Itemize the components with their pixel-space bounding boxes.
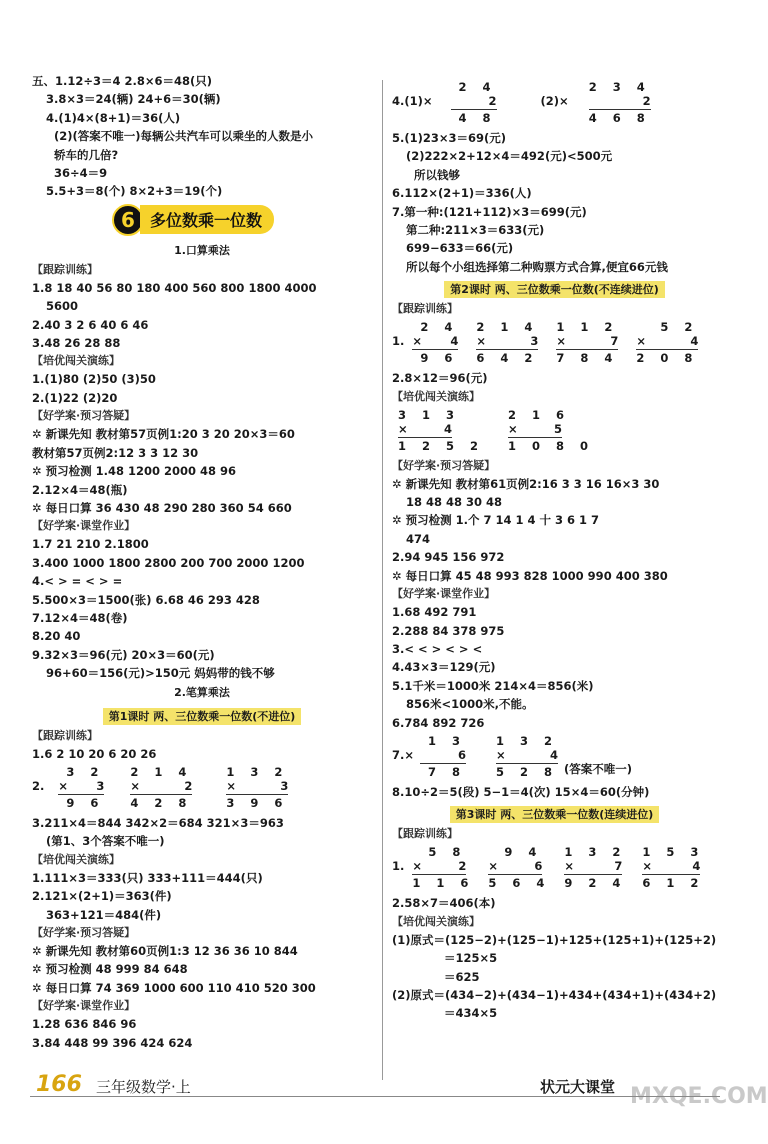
section-header: 【好学案·预习答疑】 <box>32 926 136 939</box>
section-header: 【跟踪训练】 <box>32 262 98 276</box>
section-header: 【跟踪训练】 <box>392 302 458 316</box>
item-label: 1. <box>392 859 405 874</box>
column-divider <box>382 80 383 1080</box>
book-title: 三年级数学·上 <box>96 1078 191 1096</box>
answer-line: 1.28 636 846 96 <box>32 1017 137 1032</box>
answer-line: 5.(1)23×3＝69(元) <box>392 131 507 145</box>
section-header: 【好学案·课堂作业】 <box>32 519 136 533</box>
item-label: 4.(1)× <box>392 94 433 108</box>
answer-line: 第二种:211×3＝633(元) <box>406 223 545 238</box>
answer-line: (2)222×2+12×4＝492(元)<500元 <box>406 149 613 164</box>
section-header: 【好学案·预习答疑】 <box>392 458 496 472</box>
watermark: MXQE.COM <box>630 1084 768 1109</box>
answer-line: 8.20 40 <box>32 629 81 644</box>
right-column <box>392 78 717 1023</box>
vertical-calcs <box>392 734 717 779</box>
vertical-multiplication: 9 4 × 6 5 6 4 <box>488 845 551 891</box>
page-number: 166 <box>36 1072 82 1097</box>
vertical-multiplication: 2 4 2 4 8 <box>451 80 497 125</box>
answer-line: 3.8×3＝24(辆) 24+6＝30(辆) <box>46 92 221 107</box>
answer-line: 4.(1)4×(8+1)＝36(人) <box>46 110 181 125</box>
answer-line: 3.211×4＝844 342×2＝684 321×3＝963 <box>32 815 284 830</box>
vertical-multiplication: 2 3 4 2 4 6 8 <box>588 80 651 125</box>
answer-line: 1.(1)80 (2)50 (3)50 <box>32 372 156 387</box>
vertical-multiplication: 3 2 × 3 9 6 <box>58 764 105 810</box>
answer-line: 4.43×3＝129(元) <box>392 660 496 675</box>
footer-rule <box>30 1096 720 1097</box>
answer-line: 699−633＝66(元) <box>406 241 514 256</box>
answer-line: 18 48 48 30 48 <box>406 495 503 510</box>
section-header: 【跟踪训练】 <box>392 827 458 841</box>
answer-line: 2.288 84 378 975 <box>392 623 505 638</box>
section-header: 【培优闯关演练】 <box>392 914 480 928</box>
vertical-multiplication: 1 3 2 × 7 9 2 4 <box>564 845 627 891</box>
vertical-multiplication: 3 1 3 × 4 1 2 5 2 <box>398 407 485 453</box>
answer-line: 2.58×7＝406(本) <box>392 896 496 911</box>
vertical-multiplication: 2 1 6 × 5 1 0 8 0 <box>508 407 595 453</box>
answer-line: 1.7 21 210 2.1800 <box>32 537 149 552</box>
section-header: 【培优闯关演练】 <box>392 389 480 403</box>
lesson-title: 第1课时 两、三位数乘一位数(不进位) <box>103 708 302 725</box>
answer-line: 2.12×4＝48(瓶) <box>32 482 128 497</box>
vertical-multiplication: 5 8 × 2 1 1 6 <box>412 845 475 891</box>
vertical-multiplication: 2 1 4 × 3 6 4 2 <box>476 320 539 366</box>
section-header: 【好学案·预习答疑】 <box>32 409 136 423</box>
answer-line: 所以钱够 <box>414 167 460 182</box>
answer-line: 5.500×3＝1500(张) 6.68 46 293 428 <box>32 592 260 607</box>
answer-line: 2.94 945 156 972 <box>392 550 505 565</box>
answer-line: ✲ 新课先知 教材第57页例1:20 3 20 20×3＝60 <box>32 427 295 442</box>
unit-banner <box>112 205 372 235</box>
answer-line: 474 <box>406 531 431 546</box>
vertical-multiplication: 1 3 2 × 4 5 2 8 <box>496 733 559 779</box>
vertical-multiplication: 1 3 2 × 3 3 9 6 <box>226 764 289 810</box>
answer-line: 3.400 1000 1800 2800 200 700 2000 1200 <box>32 555 305 570</box>
answer-line: 1.6 2 10 20 6 20 26 <box>32 746 157 761</box>
answer-line: ＝434×5 <box>444 1006 498 1021</box>
answer-line: 2.121×(2+1)＝363(件) <box>32 889 172 904</box>
vertical-multiplication: 2 1 4 × 2 4 2 8 <box>130 764 193 810</box>
section-header: 【好学案·课堂作业】 <box>32 999 136 1013</box>
vertical-multiplication: 2 4 × 4 9 6 <box>412 320 459 366</box>
answer-line: 5.1千米＝1000米 214×4＝856(米) <box>392 678 594 693</box>
answer-line: 五、1.12÷3＝4 2.8×6＝48(只) <box>32 74 213 88</box>
item-label: (2)× <box>540 94 569 108</box>
answer-line: ＝125×5 <box>444 951 498 966</box>
answer-line: 7.12×4＝48(卷) <box>32 610 128 625</box>
answer-line: 2.40 3 2 6 40 6 46 <box>32 317 149 332</box>
vertical-calcs <box>392 80 717 125</box>
answer-line: 1.68 492 791 <box>392 605 477 620</box>
answer-line: 5.5+3＝8(个) 8×2+3＝19(个) <box>46 184 223 199</box>
answer-line: (2)(答案不唯一)每辆公共汽车可以乘坐的人数是小 <box>54 129 314 144</box>
section-header: 【培优闯关演练】 <box>32 354 120 368</box>
lesson-title: 第3课时 两、三位数乘一位数(连续进位) <box>450 806 660 823</box>
answer-line: ✲ 新课先知 教材第60页例1:3 12 36 36 10 844 <box>32 944 298 958</box>
answer-line: (1)原式＝(125−2)+(125−1)+125+(125+1)+(125+2) <box>392 932 717 947</box>
section-header: 【培优闯关演练】 <box>32 852 120 866</box>
answer-line: 4.< > = < > = <box>32 574 123 589</box>
answer-line: 8.10÷2＝5(段) 5−1＝4(次) 15×4＝60(分钟) <box>392 784 650 799</box>
brand-name: 状元大课堂 <box>540 1078 616 1096</box>
answer-line: ✲ 预习检测 1.个 7 14 1 4 十 3 6 1 7 <box>392 513 600 528</box>
answer-line: 1.111×3＝333(只) 333+111＝444(只) <box>32 870 263 885</box>
answer-line: ✲ 每日口算 74 369 1000 600 110 410 520 300 <box>32 980 316 995</box>
item-label: 2. <box>32 778 45 793</box>
answer-line: (2)原式＝(434−2)+(434−1)+434+(434+1)+(434+2) <box>392 987 717 1002</box>
section-header: 【跟踪训练】 <box>32 728 98 742</box>
answer-line: 363+121＝484(件) <box>46 907 162 922</box>
unit-title: 多位数乘一位数 <box>140 205 274 234</box>
vertical-multiplication: 5 2 × 4 2 0 8 <box>636 320 699 366</box>
answer-line: 856米<1000米,不能。 <box>406 697 534 712</box>
section-title: 1.口算乘法 <box>174 243 230 257</box>
answer-line: 96+60＝156(元)>150元 妈妈带的钱不够 <box>46 666 275 681</box>
vertical-multiplication: 1 3 6 7 8 <box>420 734 466 779</box>
answer-line: 2.(1)22 (2)20 <box>32 390 118 405</box>
item-label: 7.× <box>392 747 415 762</box>
vertical-calcs <box>32 765 372 810</box>
answer-line: ✲ 新课先知 教材第61页例2:16 3 3 16 16×3 30 <box>392 476 660 491</box>
answer-line: 6.112×(2+1)＝336(人) <box>392 186 532 201</box>
answer-line: 轿车的几倍? <box>54 147 119 162</box>
answer-line: 7.第一种:(121+112)×3＝699(元) <box>392 204 587 219</box>
answer-line: 1.8 18 40 56 80 180 400 560 800 1800 4000 <box>32 280 317 295</box>
answer-line: ✲ 预习检测 48 999 84 648 <box>32 962 188 977</box>
answer-line: 5600 <box>46 299 79 314</box>
answer-line: ✲ 每日口算 36 430 48 290 280 360 54 660 <box>32 500 292 515</box>
answer-line: ✲ 每日口算 45 48 993 828 1000 990 400 380 <box>392 568 668 583</box>
answer-line: 9.32×3＝96(元) 20×3＝60(元) <box>32 647 215 662</box>
answer-line: 2.8×12＝96(元) <box>392 371 488 386</box>
section-header: 【好学案·课堂作业】 <box>392 587 496 601</box>
answer-line: ＝625 <box>444 969 480 984</box>
lesson-title: 第2课时 两、三位数乘一位数(不连续进位) <box>444 281 665 298</box>
vertical-calcs <box>392 320 717 365</box>
vertical-calcs <box>392 845 717 890</box>
answer-line: 教材第57页例2:12 3 3 12 30 <box>32 445 199 460</box>
section-title: 2.笔算乘法 <box>174 685 230 699</box>
answer-line: 3.84 448 99 396 424 624 <box>32 1035 193 1050</box>
answer-line: ✲ 预习检测 1.48 1200 2000 48 96 <box>32 464 237 479</box>
page-footer <box>0 1064 768 1144</box>
vertical-multiplication: 1 1 2 × 7 7 8 4 <box>556 320 619 366</box>
vertical-multiplication: 1 5 3 × 4 6 1 2 <box>642 845 705 891</box>
unit-number: 6 <box>112 204 144 236</box>
answer-line: (第1、3个答案不唯一) <box>46 834 165 849</box>
vertical-calcs <box>392 408 717 453</box>
answer-note: (答案不唯一) <box>564 761 633 776</box>
answer-line: 6.784 892 726 <box>392 715 485 730</box>
item-label: 1. <box>392 334 405 349</box>
answer-line: 所以每个小组选择第二种购票方式合算,便宜66元钱 <box>406 259 668 274</box>
answer-line: 3.< < > < > < <box>392 641 483 656</box>
answer-line: 3.48 26 28 88 <box>32 336 121 351</box>
left-column <box>32 72 372 1052</box>
answer-line: 36÷4＝9 <box>54 166 108 181</box>
